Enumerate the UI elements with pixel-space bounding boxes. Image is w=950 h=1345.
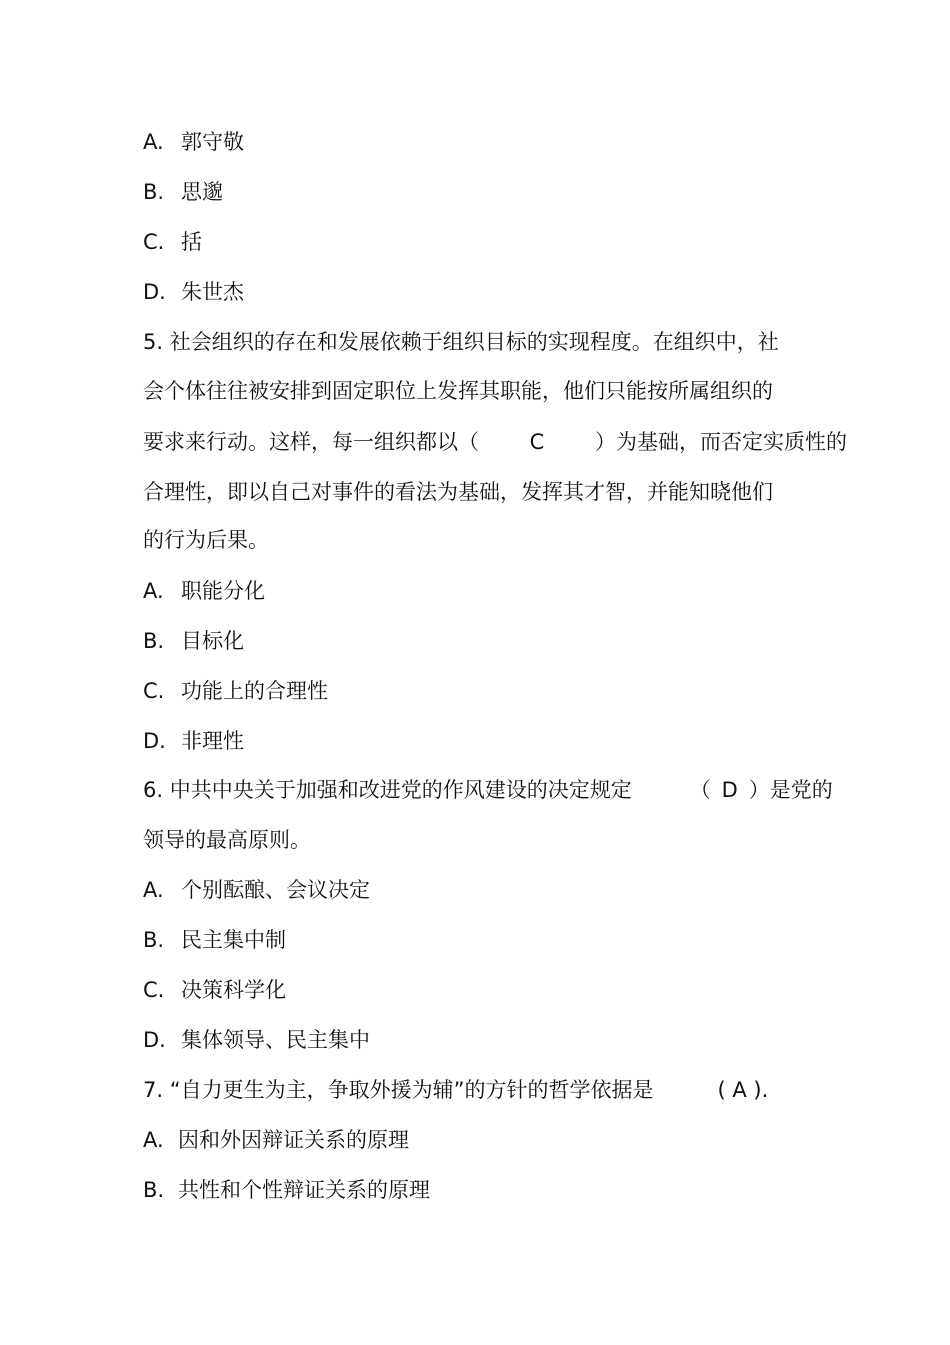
option-text: 职能分化	[181, 579, 265, 603]
option-letter: C.	[143, 230, 165, 254]
option-text: 因和外因辩证关系的原理	[178, 1128, 409, 1152]
option-letter: B.	[143, 180, 165, 204]
q7-stem-line-1	[143, 1076, 768, 1104]
q5-stem-after-blank: ）为基础，而否定实质性的	[595, 430, 847, 454]
q5-stem-line-2: 会个体往往被安排到固定职位上发挥其职能，他们只能按所属组织的	[143, 379, 773, 403]
option-letter: C.	[143, 978, 165, 1002]
q5-option-c	[143, 677, 328, 705]
option-letter: A.	[143, 130, 164, 154]
q5-stem-before-blank: 要求来行动。这样，每一组织都以（	[143, 430, 479, 454]
option-text: 功能上的合理性	[181, 679, 328, 703]
option-text: 民主集中制	[181, 928, 286, 952]
q6-option-a	[143, 876, 370, 904]
option-text: 共性和个性辩证关系的原理	[178, 1178, 430, 1202]
option-text: 决策科学化	[181, 978, 286, 1002]
option-text: 括	[181, 230, 202, 254]
q7-option-a	[143, 1126, 409, 1154]
q4-option-a	[143, 128, 244, 156]
q6-option-b	[143, 926, 286, 954]
q6-stem-line-1	[143, 776, 833, 804]
q6-option-c	[143, 976, 286, 1004]
q6-open-paren: （	[689, 778, 711, 802]
q6-answer: D	[721, 778, 738, 802]
option-letter: B.	[143, 1178, 165, 1202]
q4-option-c	[143, 228, 202, 256]
q6-stem-before-blank: 6. 中共中央关于加强和改进党的作风建设的决定规定	[143, 778, 632, 802]
q5-option-b	[143, 627, 244, 655]
q7-answer: ( A ).	[717, 1078, 769, 1102]
q5-answer: C	[529, 430, 545, 454]
q5-stem-line-4: 合理性，即以自己对事件的看法为基础，发挥其才智，并能知晓他们	[143, 480, 773, 504]
option-letter: A.	[143, 579, 164, 603]
option-text: 郭守敬	[181, 130, 244, 154]
q5-stem-line-5: 的行为后果。	[143, 528, 269, 552]
option-text: 思邈	[181, 180, 223, 204]
q6-option-d	[143, 1026, 370, 1054]
option-letter: B.	[143, 629, 165, 653]
q5-option-a	[143, 577, 265, 605]
option-text: 目标化	[181, 629, 244, 653]
q4-option-b	[143, 178, 223, 206]
option-letter: C.	[143, 679, 165, 703]
q5-stem-line-1: 5. 社会组织的存在和发展依赖于组织目标的实现程度。在组织中，社	[143, 330, 779, 354]
option-text: 非理性	[181, 729, 244, 753]
option-letter: D.	[143, 280, 166, 304]
option-text: 朱世杰	[181, 280, 244, 304]
q7-stem-text: 7. “自力更生为主，争取外援为辅”的方针的哲学依据是	[143, 1078, 654, 1102]
q6-stem-line-2: 领导的最高原则。	[143, 828, 311, 852]
option-text: 集体领导、民主集中	[181, 1028, 370, 1052]
q4-option-d	[143, 278, 244, 306]
option-letter: D.	[143, 1028, 166, 1052]
q5-stem-line-3	[143, 428, 847, 456]
option-letter: A.	[143, 1128, 164, 1152]
q6-stem-after-blank: ）是党的	[748, 778, 833, 802]
q7-option-b	[143, 1176, 430, 1204]
option-text: 个别酝酿、会议决定	[181, 878, 370, 902]
q5-option-d	[143, 727, 244, 755]
option-letter: D.	[143, 729, 166, 753]
option-letter: B.	[143, 928, 165, 952]
option-letter: A.	[143, 878, 164, 902]
